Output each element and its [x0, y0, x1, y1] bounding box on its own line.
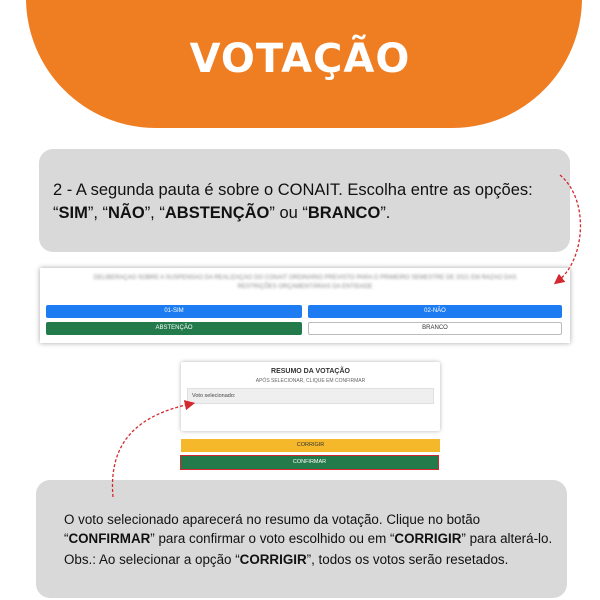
note-paragraph-2: Obs.: Ao selecionar a opção “CORRIGIR”, todos os votos serão resetados.: [64, 552, 509, 567]
arrow-to-vote-panel: [558, 175, 580, 281]
summary-title: RESUMO DA VOTAÇÃO: [271, 368, 350, 375]
vote-branco-button[interactable]: BRANCO: [308, 322, 562, 335]
note-paragraph-1: O voto selecionado aparecerá no resumo da votação. Clique no botão “CONFIRMAR” para confirmar o voto escolhido ou em “CORRIGIR” para alterá-lo.: [64, 512, 553, 546]
confirmar-button[interactable]: CONFIRMAR: [180, 455, 439, 470]
selected-vote-field: Voto selecionado:: [187, 388, 434, 404]
summary-subtitle: APÓS SELECIONAR, CLIQUE EM CONFIRMAR: [255, 378, 366, 384]
vote-sim-button[interactable]: 01-SIM: [46, 305, 302, 318]
arrow-to-summary: [112, 404, 190, 497]
page-title: VOTAÇÃO: [189, 36, 411, 82]
vote-nao-button[interactable]: 02-NÃO: [308, 305, 562, 318]
instruction-text: 2 - A segunda pauta é sobre o CONAIT. Escolha entre as opções: “SIM”, “NÃO”, “ABSTENÇÃO” ou “BRANCO”.: [53, 181, 533, 222]
vote-abstencao-button[interactable]: ABSTENÇÃO: [46, 322, 302, 335]
agenda-description: DELIBERAÇÃO SOBRE A SUSPENSÃO DA REALIZAÇÃO DO CONAIT ORDINÁRIO PREVISTO PARA O PRIMEIRO SEMESTRE DE 2021 EM RAZÃO DAS RESTRIÇÕES ORÇAMENTÁRIAS DA ENTIDADE: [93, 275, 517, 290]
corrigir-button[interactable]: CORRIGIR: [181, 439, 440, 452]
